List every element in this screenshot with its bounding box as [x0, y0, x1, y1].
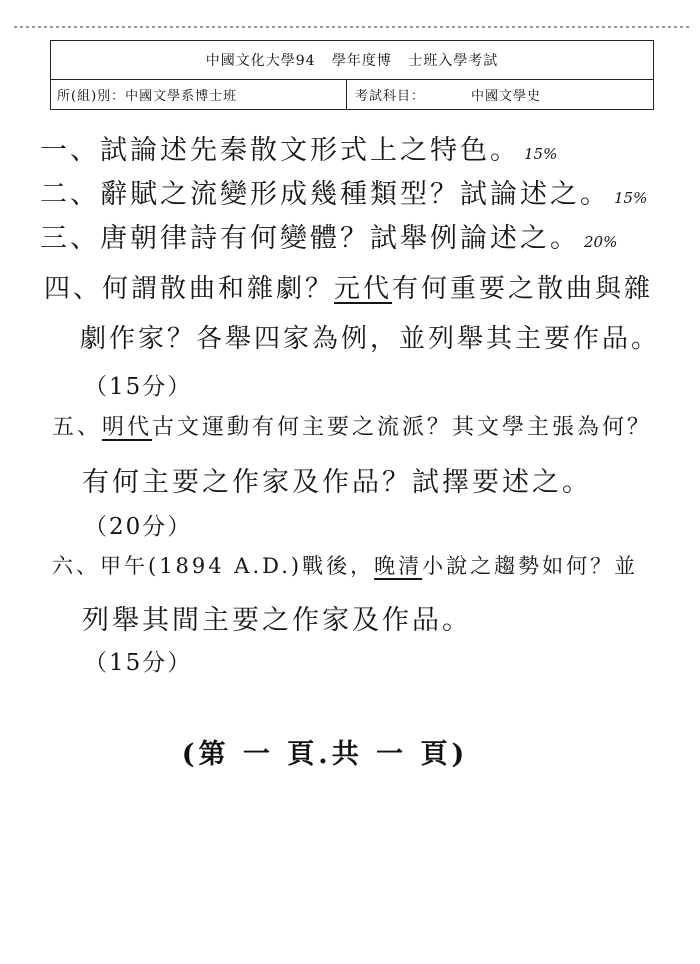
question-points: 15% [614, 189, 648, 207]
question-text: 辭賦之流變形成幾種類型？試論述之。 [100, 179, 610, 210]
underlined-term: 元代 [334, 274, 393, 304]
subject-label: 考試科目： [355, 88, 426, 104]
question-text-part: 小說之趨勢如何？並 [422, 554, 639, 578]
question-text: 唐朝律詩有何變體？試舉例論述之。 [100, 223, 580, 254]
question-number: 五、 [52, 415, 103, 440]
question-points: 15% [524, 145, 558, 163]
question-5 [52, 410, 652, 441]
subject-cell [347, 79, 653, 109]
underlined-term: 明代 [102, 415, 153, 440]
exam-title: 中國文化大學94 學年度博 士班入學考試 [51, 41, 653, 80]
underlined-term: 晚清 [374, 554, 423, 578]
page-footer: (第 一 頁.共 一 頁) [181, 739, 469, 770]
question-number: 四、 [44, 274, 103, 304]
question-5-score: （20分） [84, 514, 193, 540]
question-text-part: 甲午(1894 A.D.)戰後， [100, 554, 375, 578]
scan-edge-line [14, 26, 690, 28]
question-text-part: 何謂散曲和雜劇？ [102, 274, 335, 304]
question-4-continuation: 劇作家？各舉四家為例，並列舉其主要作品。 [80, 324, 661, 354]
department-cell [51, 79, 347, 109]
question-text-part: 古文運動有何主要之流派？其文學主張為何？ [152, 415, 653, 440]
exam-header-table [50, 40, 654, 110]
question-text-part: 有何重要之散曲與雜 [392, 274, 654, 304]
question-6-continuation: 列舉其間主要之作家及作品。 [82, 605, 472, 636]
question-number: 一、 [40, 135, 100, 166]
department-label: 所(組)別： [57, 88, 126, 104]
department-value: 中國文學系博士班 [125, 88, 238, 104]
exam-info-row [51, 79, 653, 109]
question-4 [44, 268, 653, 305]
question-5-continuation: 有何主要之作家及作品？試擇要述之。 [82, 467, 592, 498]
question-3 [40, 216, 617, 255]
question-4-score: （15分） [84, 374, 193, 400]
question-points: 20% [584, 233, 618, 251]
question-1 [40, 128, 557, 167]
question-text: 試論述先秦散文形式上之特色。 [100, 135, 520, 166]
subject-value: 中國文學史 [471, 88, 542, 104]
question-number: 六、 [52, 554, 100, 578]
question-number: 三、 [40, 223, 100, 254]
question-number: 二、 [40, 179, 100, 210]
question-2 [40, 172, 647, 211]
question-6 [52, 550, 638, 580]
question-6-score: （15分） [84, 650, 193, 676]
